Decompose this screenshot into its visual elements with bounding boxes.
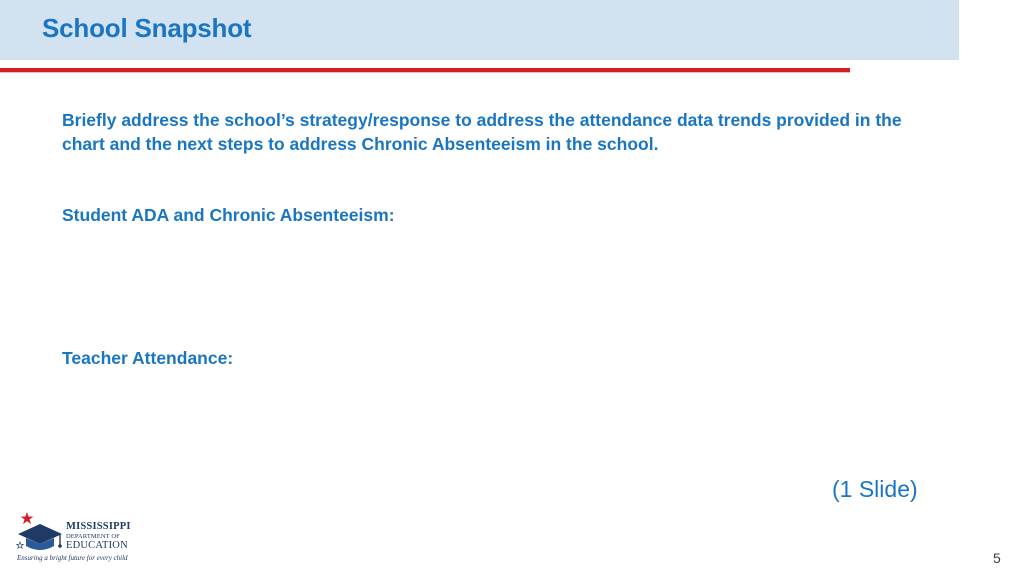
logo-text-line2: DEPARTMENT OF	[66, 533, 120, 540]
section-heading-teacher-attendance: Teacher Attendance:	[62, 348, 234, 368]
header-band	[0, 0, 959, 60]
page-number: 5	[993, 550, 1001, 566]
slide-count-note: (1 Slide)	[832, 476, 918, 502]
intro-text: Briefly address the school’s strategy/response to address the attendance data trends provided in the chart and the next steps to address Chronic Absenteeism in the school.	[62, 110, 902, 154]
page-title: School Snapshot	[42, 13, 252, 43]
logo-text-line3: EDUCATION	[66, 540, 128, 551]
logo-tagline: Ensuring a bright future for every child	[17, 554, 128, 562]
mortarboard-star-icon	[14, 512, 64, 556]
section-heading-ada: Student ADA and Chronic Absenteeism:	[62, 205, 395, 225]
logo-text-line1: MISSISSIPPI	[66, 521, 131, 532]
header-divider-shadow	[0, 72, 850, 73]
mde-logo	[14, 510, 130, 564]
